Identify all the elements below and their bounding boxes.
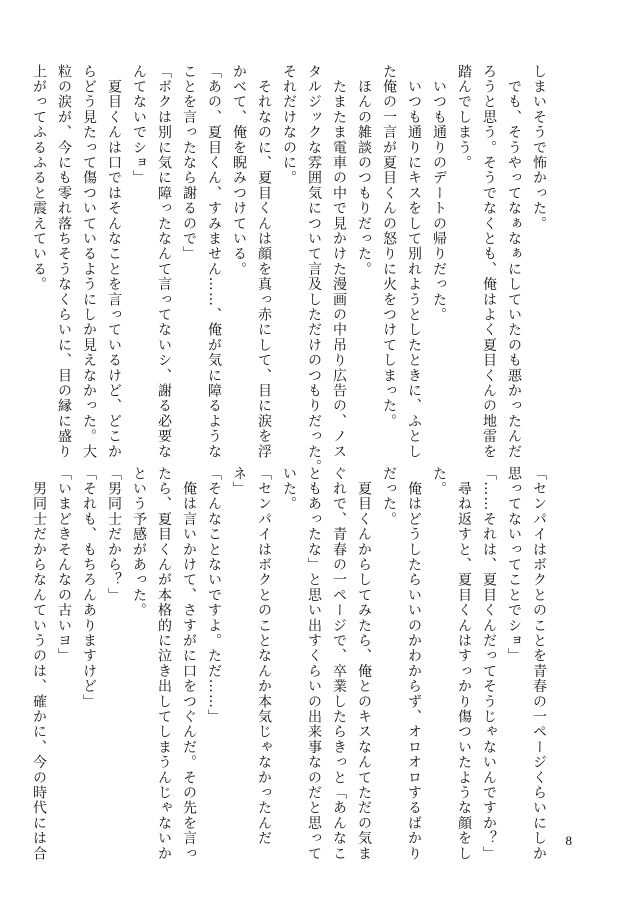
text-line: かべて、俺を睨みつけている。 — [231, 64, 247, 277]
text-line: 「いまどきそんなの古いヨ」 — [56, 466, 72, 664]
text-line: 「あの、夏目くん、すみません……、俺が気に障るような — [206, 64, 222, 460]
text-line: ほんの雑談のつもりだった。 — [356, 64, 372, 277]
text-line: 「センパイはボクとのことを青春の一ページくらいにしか — [531, 466, 547, 862]
text-line: 「ボクは別に気に障ったなんて言ってないシ、謝る必要な — [156, 64, 172, 460]
text-line: 男同士だからなんていうのは、確かに、今の時代には合 — [31, 466, 47, 862]
text-line: でも、そうやってなぁなぁにしていたのも悪かったんだ — [506, 64, 522, 460]
text-line: た俺の一言が夏目くんの怒りに火をつけてしまった。 — [381, 64, 397, 429]
upper-text-block — [31, 64, 551, 475]
text-line: 「そんなことないですよ。ただ……」 — [206, 466, 222, 725]
text-line: 粒の涙が、今にも零れ落ちそうなくらいに、目の縁に盛り — [56, 64, 72, 460]
text-line: んてないでショ」 — [131, 64, 147, 186]
lower-text-block — [31, 466, 551, 862]
text-line: ともあったな」と思い出すくらいの出来事なのだと思って — [306, 466, 322, 862]
text-line: それだけなのに。 — [281, 64, 297, 186]
text-line: 俺は言いかけて、さすがに口をつぐんだ。その先を言っ — [181, 466, 197, 862]
text-line: ぐれで、青春の一ページで、卒業したらきっと「あんなこ — [331, 466, 347, 862]
text-line: タルジックな雰囲気について言及しただけのつもりだった。 — [306, 64, 322, 475]
text-line: それなのに、夏目くんは顔を真っ赤にして、目に涙を浮 — [256, 64, 272, 460]
text-line: たまたま電車の中で見かけた漫画の中吊り広告の、ノス — [331, 64, 347, 460]
text-line: だった。 — [381, 466, 397, 527]
text-line: らどう見たって傷ついているようにしか見えなかった。大 — [81, 64, 97, 460]
text-line: 「男同士だから？」 — [106, 466, 122, 603]
text-line: ネ」 — [231, 466, 247, 497]
text-line: たら、夏目くんが本格的に泣き出してしまうんじゃないか — [156, 466, 172, 862]
text-line: いつも通りのデートの帰りだった。 — [431, 64, 447, 323]
text-line: ことを言ったなら謝るので」 — [181, 64, 197, 262]
text-line: 思ってないってことでショ」 — [506, 466, 522, 664]
text-line: 踏んでしまう。 — [456, 64, 472, 171]
text-line: しまいそうで怖かった。 — [531, 64, 547, 232]
text-line: 尋ね返すと、夏目くんはすっかり傷ついたような顔をし — [456, 466, 472, 862]
text-line: という予感があった。 — [131, 466, 147, 618]
text-line: 夏目くんは口ではそんなことを言っているけど、どこか — [106, 64, 122, 460]
text-line: 俺はどうしたらいいのかわからず、オロオロするばかり — [406, 466, 422, 862]
text-line: いた。 — [281, 466, 297, 512]
text-line: 上がってふるふると震えている。 — [31, 64, 47, 292]
text-line: 「……それは、夏目くんだってそうじゃないんですか？」 — [481, 466, 497, 862]
text-line: 「センパイはボクとのことなんか本気じゃなかったんだ — [256, 466, 272, 846]
page-number: 8 — [565, 833, 572, 848]
text-line: いつも通りにキスをして別れようとしたときに、ふとし — [406, 64, 422, 460]
text-line: 「それも、もちろんありますけど」 — [81, 466, 97, 710]
text-line: 夏目くんからしてみたら、俺とのキスなんてただの気ま — [356, 466, 372, 862]
text-line: た。 — [431, 466, 447, 497]
text-line: ろうと思う。そうでなくとも、俺はよく夏目くんの地雷を — [481, 64, 497, 460]
